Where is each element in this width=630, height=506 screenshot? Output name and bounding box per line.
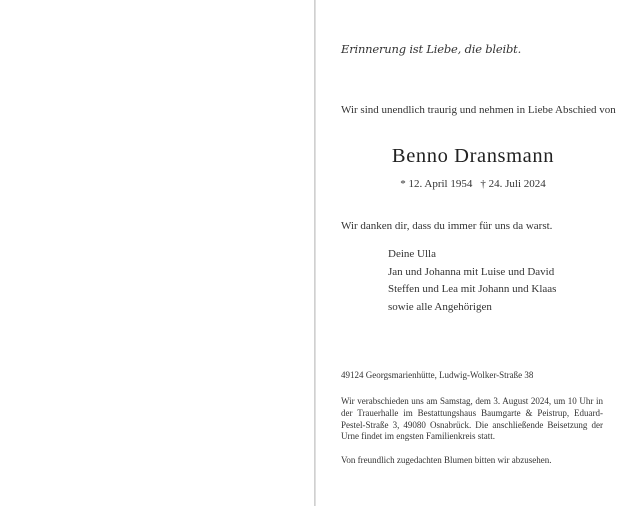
card-right-panel: [316, 0, 630, 506]
deceased-name: Benno Dransmann: [391, 145, 555, 167]
life-dates: [316, 178, 630, 190]
mourner-item: sowie alle Angehörigen: [388, 300, 492, 313]
motto: Erinnerung ist Liebe, die bleibt.: [341, 42, 522, 56]
ceremony-info: Wir verabschieden uns am Samstag, dem 3. August 2024, um 10 Uhr in der Trauerhalle im Bestattungshaus Baumgarte & Peistrup, Eduard-Pestel-Straße 3, 49080 Osnabrück. Die anschließende Beisetzung der Urne findet im engsten Familienkreis statt.: [341, 396, 603, 442]
flowers-note: Von freundlich zugedachten Blumen bitten wir abzusehen.: [341, 455, 552, 465]
mourner-item: Steffen und Lea mit Johann und Klaas: [388, 283, 557, 295]
mourners-list: [388, 246, 556, 316]
birth-date: * 12. April 1954: [400, 178, 473, 190]
intro-text: Wir sind unendlich traurig und nehmen in Liebe Abschied von: [341, 104, 616, 116]
thanks-text: Wir danken dir, dass du immer für uns da warst.: [341, 220, 553, 232]
card-left-panel: [0, 0, 314, 506]
death-date: † 24. Juli 2024: [480, 178, 546, 190]
mourner-item: Jan und Johanna mit Luise und David: [388, 265, 555, 278]
mourner-item: Deine Ulla: [388, 248, 436, 260]
family-address: 49124 Georgsmarienhütte, Ludwig-Wolker-Straße 38: [341, 370, 534, 380]
